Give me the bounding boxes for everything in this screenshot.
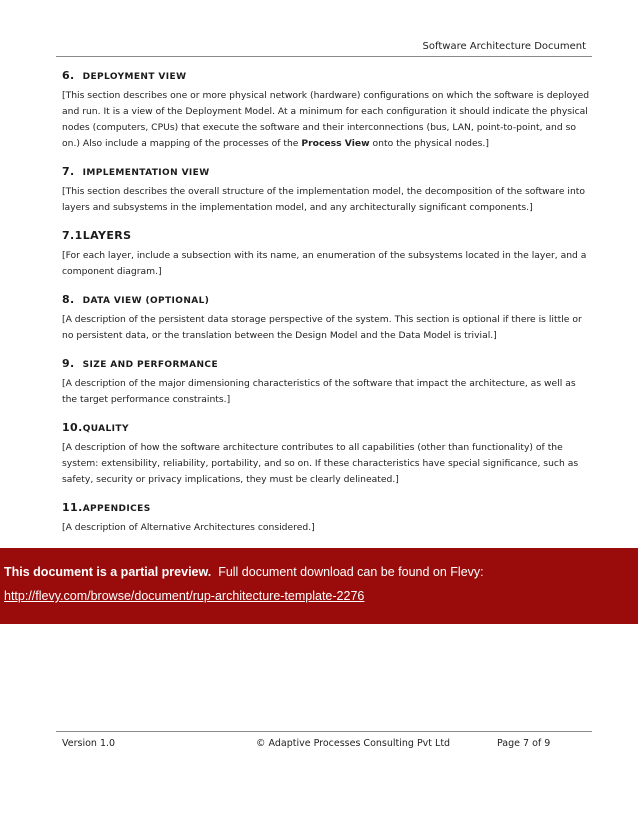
section-heading: [62, 422, 592, 435]
section-quality: [62, 422, 592, 488]
section-heading: [62, 358, 592, 371]
preview-banner: [0, 548, 638, 624]
section-size-performance: [62, 358, 592, 408]
footer-page-number: Page 7 of 9: [497, 738, 551, 749]
preview-notice-text: Full document download can be found on Flevy:: [218, 565, 484, 579]
section-paragraph: [A description of the major dimensioning characteristics of the software that impact the architecture, as well as the target performance constraints.]: [62, 378, 576, 405]
section-heading: [62, 230, 592, 243]
section-title: QUALITY: [82, 424, 129, 434]
section-paragraph: [This section describes the overall structure of the implementation model, the decomposition of the software into layers and subsystems in the implementation model, and any architecturally significant components.]: [62, 186, 585, 213]
footer-copyright: © Adaptive Processes Consulting Pvt Ltd: [256, 738, 451, 749]
download-link[interactable]: http://flevy.com/browse/document/rup-architecture-template-2276: [4, 589, 365, 603]
paragraph-text-end: onto the physical nodes.]: [369, 138, 489, 149]
section-data-view: [62, 294, 592, 344]
section-title: APPENDICES: [82, 504, 151, 514]
section-number: 10.: [62, 421, 83, 434]
paragraph-text: [This section describes one or more physical network (hardware) configurations on which the software is deployed and run. It is a view of the Deployment Model. At a minimum for each configuration it should indicate the physical nodes (computers, CPUs) that execute the software and their interconnections (bus, LAN, point-to-point, and so on.) Also include a mapping of the processes of the: [62, 90, 590, 149]
section-number: 7.1: [62, 229, 83, 242]
section-paragraph: [For each layer, include a subsection with its name, an enumeration of the subsystems located in the layer, and a component diagram.]: [62, 250, 587, 277]
section-title: SIZE AND PERFORMANCE: [82, 360, 218, 370]
section-layers: [62, 230, 592, 280]
section-implementation-view: [62, 166, 592, 216]
section-paragraph: [A description of the persistent data storage perspective of the system. This section is optional if there is little or no persistent data, or the translation between the Design Model and the Data Model is trivial.]: [62, 314, 582, 341]
section-heading: [62, 70, 592, 83]
section-heading: [62, 294, 592, 307]
preview-banner-message: [4, 565, 484, 579]
paragraph-bold-text: Process View: [301, 138, 370, 149]
section-title: DATA VIEW (OPTIONAL): [82, 296, 210, 306]
document-header-title: Software Architecture Document: [422, 41, 586, 52]
section-title: IMPLEMENTATION VIEW: [82, 168, 210, 178]
section-appendices: [62, 502, 592, 536]
document-body: [62, 70, 592, 550]
section-title: DEPLOYMENT VIEW: [82, 72, 187, 82]
section-paragraph: [62, 88, 592, 152]
section-number: 6.: [62, 69, 75, 82]
section-paragraph: [A description of how the software architecture contributes to all capabilities (other than functionality) of the system: extensibility, reliability, portability, and so on. If these characteristics have special significance, such as safety, security or privacy implications, they must be clearly delineated.]: [62, 442, 579, 485]
section-heading: [62, 166, 592, 179]
section-number: 9.: [62, 357, 75, 370]
section-heading: [62, 502, 592, 515]
section-number: 11.: [62, 501, 83, 514]
section-paragraph: [A description of Alternative Architectures considered.]: [62, 522, 315, 533]
section-title: LAYERS: [82, 229, 132, 242]
header-divider: [56, 56, 592, 57]
section-number: 7.: [62, 165, 75, 178]
preview-notice-bold: This document is a partial preview.: [4, 565, 212, 579]
section-number: 8.: [62, 293, 75, 306]
footer-divider: [56, 731, 592, 732]
section-deployment-view: [62, 70, 592, 152]
footer-version: Version 1.0: [62, 738, 116, 749]
